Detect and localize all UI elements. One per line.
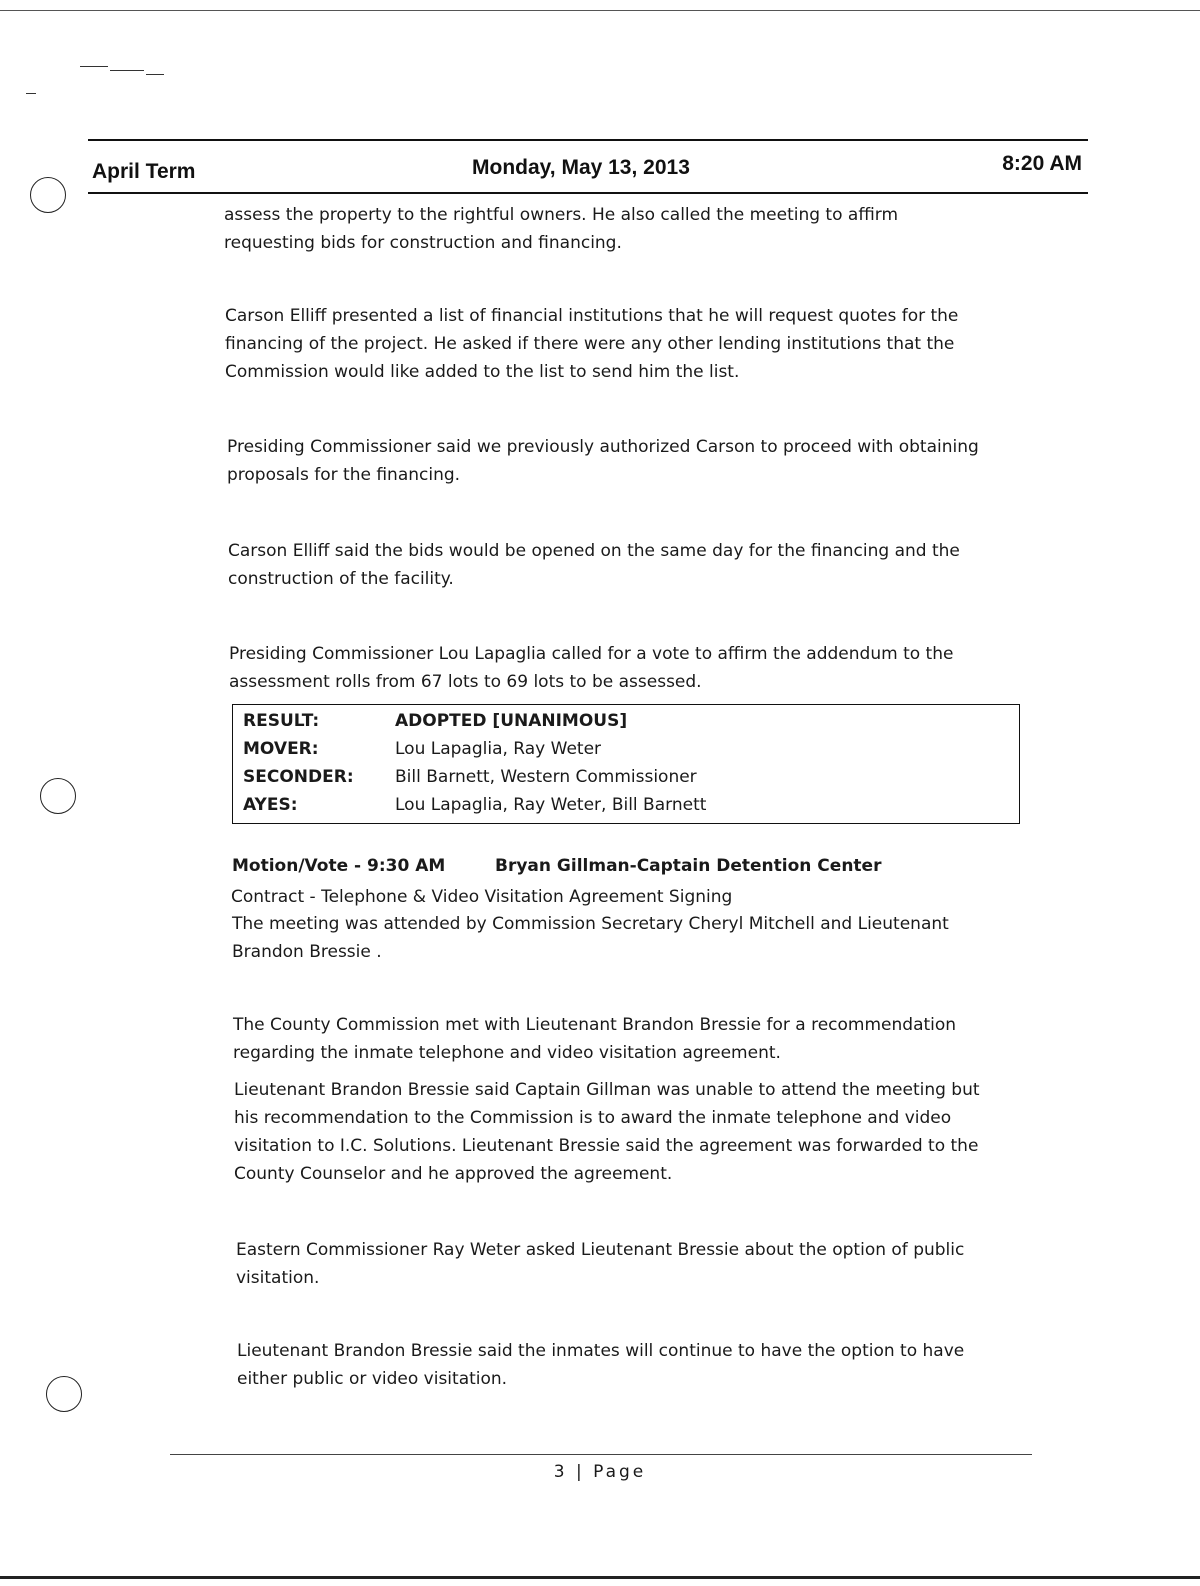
motion-contract: Contract - Telephone & Video Visitation Agreement Signing xyxy=(231,887,733,907)
motion-presenter: Bryan Gillman-Captain Detention Center xyxy=(495,856,882,876)
meeting-time: 8:20 AM xyxy=(1002,152,1082,175)
meeting-date: Monday, May 13, 2013 xyxy=(472,156,690,179)
vote-ayes-value: Lou Lapaglia, Ray Weter, Bill Barnett xyxy=(395,795,707,815)
scan-mark xyxy=(80,66,108,67)
motion-heading xyxy=(232,856,882,876)
vote-ayes-label: AYES: xyxy=(243,795,298,815)
scan-edge-top xyxy=(0,10,1200,11)
paragraph: Lieutenant Brandon Bressie said Captain Gillman was unable to attend the meeting but his recommendation to the Commission is to award the inmate telephone and video visitation to I.C. Solutions. Lieutenant Bressie said the agreement was forwarded to the County Counselor and he approved the agreement. xyxy=(234,1080,980,1184)
page-footer xyxy=(0,1462,1200,1482)
scan-mark xyxy=(146,74,164,75)
vote-mover-value: Lou Lapaglia, Ray Weter xyxy=(395,739,602,759)
vote-mover-label: MOVER: xyxy=(243,739,319,759)
page-label: | Page xyxy=(575,1462,647,1482)
scan-edge-bottom xyxy=(0,1576,1200,1579)
header-rule-top xyxy=(88,139,1088,141)
header-rule-bottom xyxy=(88,192,1088,194)
paragraph: assess the property to the rightful owners. He also called the meeting to affirm requesting bids for construction and financing. xyxy=(224,205,899,253)
paragraph: Presiding Commissioner said we previously authorized Carson to proceed with obtaining proposals for the financing. xyxy=(227,437,979,485)
vote-seconder-value: Bill Barnett, Western Commissioner xyxy=(395,767,697,787)
vote-result-value: ADOPTED [UNANIMOUS] xyxy=(395,711,628,731)
vote-result-label: RESULT: xyxy=(243,711,320,731)
punch-hole xyxy=(40,778,76,814)
paragraph: Eastern Commissioner Ray Weter asked Lieutenant Bressie about the option of public visitation. xyxy=(236,1240,965,1288)
motion-attendance: The meeting was attended by Commission Secretary Cheryl Mitchell and Lieutenant Brandon Bressie . xyxy=(232,914,949,962)
paragraph: Presiding Commissioner Lou Lapaglia called for a vote to affirm the addendum to the assessment rolls from 67 lots to 69 lots to be assessed. xyxy=(229,644,954,692)
vote-seconder-label: SECONDER: xyxy=(243,767,354,787)
paragraph: Carson Elliff presented a list of financial institutions that he will request quotes for the financing of the project. He asked if there were any other lending institutions that the Commission would like added to the list to send him the list. xyxy=(225,306,959,382)
paragraph: The County Commission met with Lieutenant Brandon Bressie for a recommendation regarding the inmate telephone and video visitation agreement. xyxy=(233,1015,957,1063)
footer-rule xyxy=(170,1454,1032,1455)
vote-result-box xyxy=(232,704,1020,824)
scan-mark xyxy=(26,93,36,94)
paragraph: Lieutenant Brandon Bressie said the inmates will continue to have the option to have either public or video visitation. xyxy=(237,1341,965,1389)
scan-mark xyxy=(110,70,144,71)
paragraph: Carson Elliff said the bids would be opened on the same day for the financing and the construction of the facility. xyxy=(228,541,960,589)
motion-label: Motion/Vote - 9:30 AM xyxy=(232,856,446,876)
page-number: 3 xyxy=(553,1462,568,1482)
punch-hole xyxy=(46,1376,82,1412)
punch-hole xyxy=(30,177,66,213)
term-label: April Term xyxy=(92,160,196,183)
